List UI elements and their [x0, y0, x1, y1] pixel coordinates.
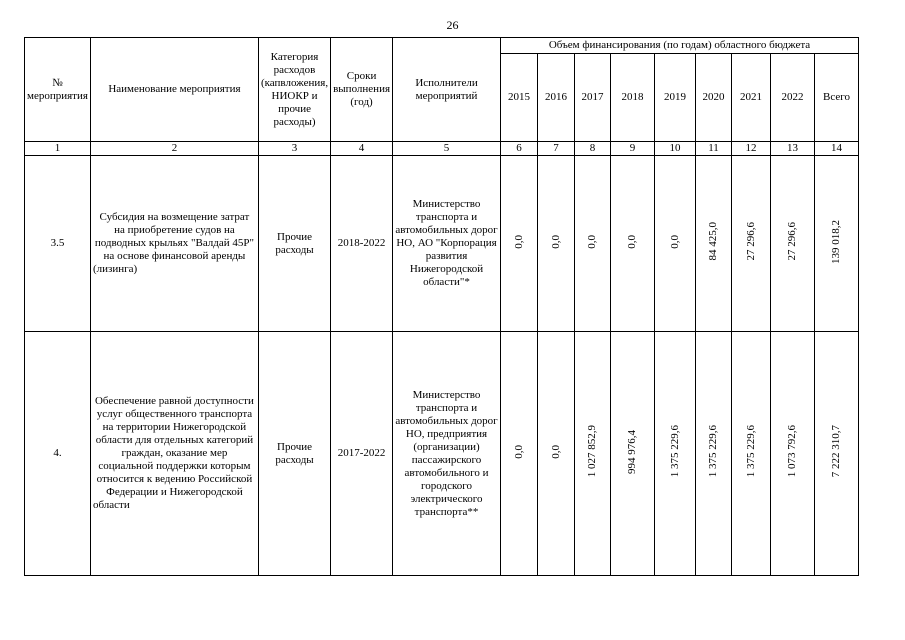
value-cell: [611, 156, 655, 332]
column-number: 5: [393, 142, 501, 156]
column-number: 13: [771, 142, 815, 156]
column-number: 8: [575, 142, 611, 156]
column-number: 7: [538, 142, 575, 156]
header-event-name: Наименование мероприятия: [90, 38, 258, 142]
value-2017: 0,0: [586, 234, 599, 249]
value-2018: 0,0: [626, 234, 639, 249]
value-cell: [655, 156, 696, 332]
row-number: 4.: [25, 332, 91, 576]
value-2017: 1 027 852,9: [586, 425, 599, 478]
column-number: 10: [655, 142, 696, 156]
header-year: 2018: [611, 54, 655, 142]
table-row: [25, 156, 859, 332]
row-number: 3.5: [25, 156, 91, 332]
header-term: Сроки выполнения (год): [331, 38, 393, 142]
row-executor: Министерство транспорта и автомобильных дорог НО, АО "Корпорация развития Нижегородской области"*: [393, 156, 501, 332]
value-cell: [815, 332, 859, 576]
value-cell: [732, 156, 771, 332]
value-cell: [655, 332, 696, 576]
column-number: 9: [611, 142, 655, 156]
value-cell: [696, 332, 732, 576]
column-number: 11: [696, 142, 732, 156]
header-year: 2020: [696, 54, 732, 142]
value-cell: [771, 156, 815, 332]
row-executor: Министерство транспорта и автомобильных дорог НО, предприятия (организации) пассажирского автомобильного и городского электрического транспорта**: [393, 332, 501, 576]
row-name: Обеспечение равной доступности услуг общественного транспорта на территории Нижегородской области для отдельных категорий граждан, оказание мер социальной поддержки которым относится к ведению Российской Федерации и Нижегородской области: [90, 332, 258, 576]
value-cell: [501, 156, 538, 332]
column-number-row: [25, 142, 859, 156]
row-term: 2018-2022: [331, 156, 393, 332]
column-number: 1: [25, 142, 91, 156]
value-2021: 27 296,6: [744, 222, 757, 261]
header-year: 2021: [732, 54, 771, 142]
row-name: Субсидия на возмещение затрат на приобретение судов на подводных крыльях "Валдай 45Р" на основе финансовой аренды (лизинга): [90, 156, 258, 332]
column-number: 3: [258, 142, 330, 156]
value-cell: [815, 156, 859, 332]
value-2015: 0,0: [512, 444, 525, 459]
column-number: 6: [501, 142, 538, 156]
value-2022: 1 073 792,6: [786, 425, 799, 478]
funding-table: [24, 37, 859, 576]
header-event-number: № мероприятия: [25, 38, 91, 142]
value-cell: [538, 156, 575, 332]
column-number: 14: [815, 142, 859, 156]
value-total: 139 018,2: [830, 219, 843, 264]
value-cell: [538, 332, 575, 576]
value-cell: [696, 156, 732, 332]
header-executors: Исполнители мероприятий: [393, 38, 501, 142]
value-2021: 1 375 229,6: [744, 425, 757, 478]
column-number: 4: [331, 142, 393, 156]
page-number: 26: [446, 18, 459, 32]
value-cell: [575, 332, 611, 576]
value-total: 7 222 310,7: [830, 425, 843, 478]
row-term: 2017-2022: [331, 332, 393, 576]
header-row-1: [25, 38, 859, 54]
row-category: Прочие расходы: [258, 156, 330, 332]
header-total: Всего: [815, 54, 859, 142]
value-2020: 1 375 229,6: [707, 425, 720, 478]
value-2019: 0,0: [668, 234, 681, 249]
table-row: [25, 332, 859, 576]
header-year: 2015: [501, 54, 538, 142]
value-cell: [501, 332, 538, 576]
value-cell: [575, 156, 611, 332]
column-number: 12: [732, 142, 771, 156]
value-2019: 1 375 229,6: [668, 425, 681, 478]
value-cell: [732, 332, 771, 576]
row-category: Прочие расходы: [258, 332, 330, 576]
header-expense-category: Категория расходов (капвложения, НИОКР и прочие расходы): [258, 38, 330, 142]
header-year: 2017: [575, 54, 611, 142]
value-2016: 0,0: [549, 444, 562, 459]
header-funding-group: Объем финансирования (по годам) областного бюджета: [501, 38, 859, 54]
header-year: 2016: [538, 54, 575, 142]
value-cell: [611, 332, 655, 576]
header-year: 2022: [771, 54, 815, 142]
value-cell: [771, 332, 815, 576]
header-year: 2019: [655, 54, 696, 142]
column-number: 2: [90, 142, 258, 156]
value-2020: 84 425,0: [707, 222, 720, 261]
value-2022: 27 296,6: [786, 222, 799, 261]
value-2018: 994 976,4: [626, 429, 639, 474]
value-2016: 0,0: [549, 234, 562, 249]
value-2015: 0,0: [512, 234, 525, 249]
